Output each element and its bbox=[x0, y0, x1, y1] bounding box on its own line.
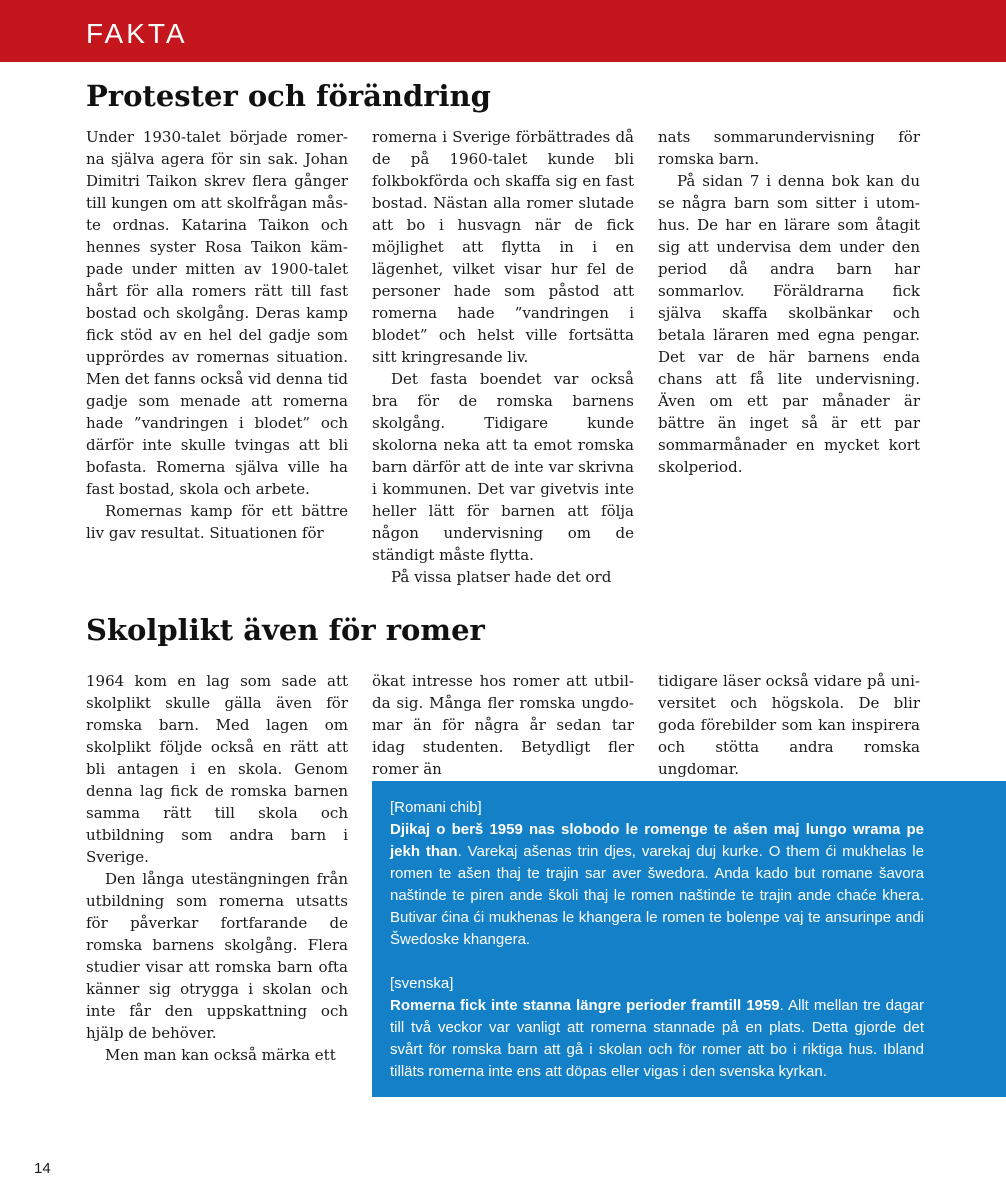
paragraph: Men man kan också märka ett bbox=[105, 1046, 336, 1064]
romani-paragraph bbox=[390, 819, 924, 951]
paragraph: romerna i Sverige förbättrades då de på 1960-talet kunde bli folkbokförda och skaffa sig en fast bostad. Nästan alla romer slutade att bo i husvagn när de fick möjlighet att flytta in i en lägenhet, vilket visar hur fel de personer hade som påstod att romerna hade ”vandringen i blodet” och helst ville fortsätta sitt kringresande liv. bbox=[372, 128, 634, 366]
svenska-body: . Allt mellan tre dagar till två veckor var vanligt att romerna stannade på en plats. Detta gjorde det svårt för romska barn att gå i skolan och för romer att bo i riktiga hus. Ibland tilläts romerna inte ens att döpas eller vigas i den svenska kyrkan. bbox=[390, 997, 924, 1080]
paragraph: 1964 kom en lag som sade att skolplikt skulle gälla även för romska barn. Med lagen om skolplikt följde också en rätt att bli antagen i en skola. Genom denna lag fick de romska barnen samma rätt till skola och utbildning som andra barn i Sverige. bbox=[86, 672, 348, 866]
section2-column-2 bbox=[372, 670, 634, 780]
section1-column-3 bbox=[658, 126, 920, 478]
section1-column-2 bbox=[372, 126, 634, 588]
paragraph: nats sommarundervisning för romska barn. bbox=[658, 128, 920, 168]
svenska-paragraph bbox=[390, 995, 924, 1083]
section1-column-1 bbox=[86, 126, 348, 544]
paragraph: Under 1930-talet började romerna själva agera för sin sak. Johan Dimitri Taikon skrev flera gånger till kungen om att skolfrågan måste ordnas. Katarina Taikon och hennes syster Rosa Taikon kämpade under mitten av 1900-talet hårt för alla romers rätt till fast bostad och skolgång. Deras kamp fick stöd av en hel del gadje som upprördes av romernas situation. Men det fanns också vid denna tid gadje som menade att romerna hade ”vandringen i blodet” och därför inte skulle tvingas att bli bofasta. Romerna själva ville ha fast bostad, skola och arbete. bbox=[86, 128, 348, 498]
paragraph: ökat intresse hos romer att utbilda sig. Många fler romska ungdomar än för några år sedan tar idag studenten. Betydligt fler romer än bbox=[372, 672, 634, 778]
section-title-protester: Protester och förändring bbox=[86, 79, 491, 113]
page-number: 14 bbox=[34, 1160, 51, 1177]
paragraph: Det fasta boendet var också bra för de romska barnens skolgång. Tidigare kunde skolorna neka att ta emot romska barn därför att de inte var skrivna i kommunen. Det var givetvis inte heller lätt för barnen att följa någon undervisning om de ständigt måste flytta. bbox=[372, 370, 634, 564]
paragraph: På vissa platser hade det ord bbox=[391, 568, 612, 586]
paragraph: Romernas kamp för ett bättre liv gav resultat. Situationen för bbox=[86, 502, 348, 542]
section2-column-3 bbox=[658, 670, 920, 780]
section-title-skolplikt: Skolplikt även för romer bbox=[86, 613, 485, 647]
romani-body: . Varekaj ašenas trin djes, varekaj duj kurke. O them ći mukhelas le romen te ašen thaj te trajin sar aver šwedora. Anda kado but romane šavora naštinde te piren ande školi thaj le romen naštinde te trajin ande chaće khera. Butivar ćina ći mukhenas le khangera le romen te bolenpe vaj te ansurinpe andi Šwedoske khangera. bbox=[390, 843, 924, 948]
language-label-romani: [Romani chib] bbox=[390, 799, 482, 816]
fakta-banner bbox=[0, 0, 1006, 62]
romani-lead: Djikaj o berš 1959 nas slobodo le romenge te ašen maj lungo wrama pe jekh than bbox=[390, 821, 924, 860]
section2-column-1 bbox=[86, 670, 348, 1066]
bilingual-info-box bbox=[372, 781, 1006, 1097]
paragraph: Den långa utestängningen från utbildning som romerna utsatts för påverkar fortfarande de romska barnens skolgång. Flera studier visar att romska barn ofta känner sig otrygga i skolan och inte får den uppskattning och hjälp de behöver. bbox=[86, 870, 348, 1042]
paragraph: På sidan 7 i denna bok kan du se några barn som sitter i utomhus. De har en lärare som åtagit sig att undervisa dem under den period då andra barn har sommarlov. Föräldrarna fick själva skaffa skolbänkar och betala läraren med egna pengar. Det var de här barnens enda chans att få lite undervisning. Även om ett par månader är bättre än inget så är ett par sommarmånader en mycket kort skolperiod. bbox=[658, 172, 920, 476]
banner-label: FAKTA bbox=[86, 18, 188, 49]
language-label-svenska: [svenska] bbox=[390, 975, 454, 992]
svenska-lead: Romerna fick inte stanna längre perioder framtill 1959 bbox=[390, 997, 780, 1014]
paragraph: tidigare läser också vidare på universitet och högskola. De blir goda förebilder som kan inspirera och stötta andra romska ungdomar. bbox=[658, 672, 920, 778]
